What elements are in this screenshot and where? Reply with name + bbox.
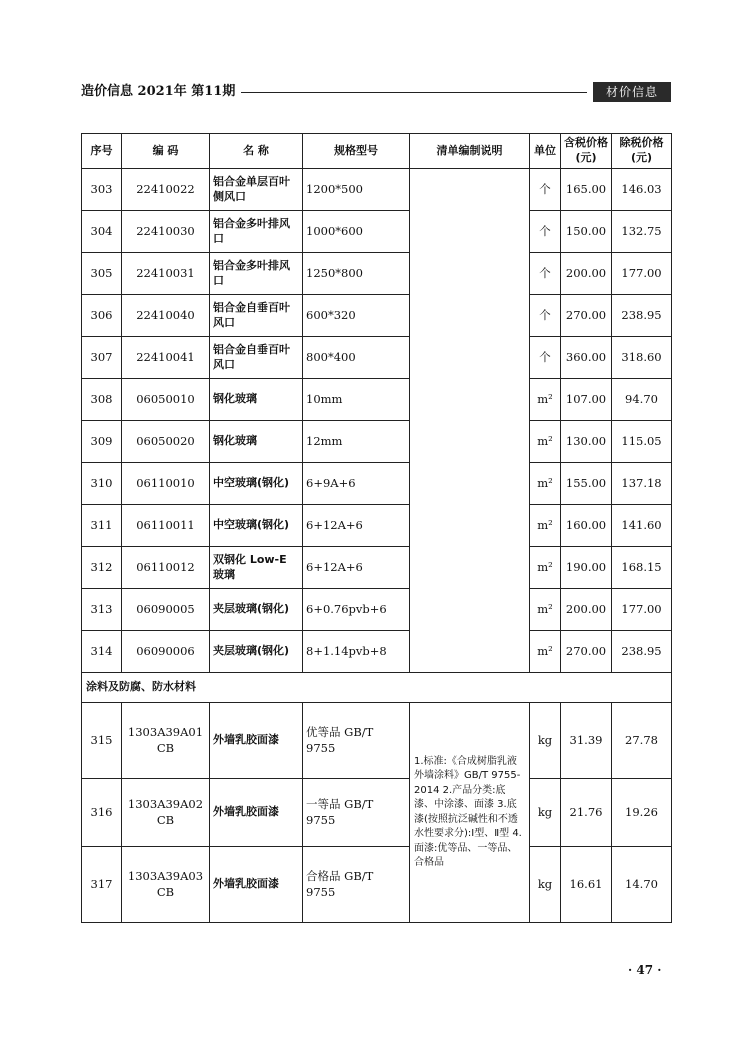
price-with-tax: 270.00	[561, 295, 612, 337]
price-with-tax: 16.61	[561, 847, 612, 923]
item-code: 1303A39A01 CB	[122, 703, 210, 779]
price-with-tax: 150.00	[561, 211, 612, 253]
item-code: 1303A39A03 CB	[122, 847, 210, 923]
col-header-notax-price: 除税价格(元)	[612, 134, 672, 169]
item-name: 铝合金单层百叶侧风口	[210, 169, 303, 211]
item-code: 06050020	[122, 421, 210, 463]
item-name: 中空玻璃(钢化)	[210, 463, 303, 505]
item-name: 中空玻璃(钢化)	[210, 505, 303, 547]
item-name: 铝合金多叶排风口	[210, 253, 303, 295]
item-code: 06090006	[122, 631, 210, 673]
price-with-tax: 155.00	[561, 463, 612, 505]
item-code: 06050010	[122, 379, 210, 421]
item-unit: kg	[530, 703, 561, 779]
section-badge: 材价信息	[593, 82, 671, 102]
item-spec: 一等品 GB/T 9755	[303, 779, 410, 847]
table-row	[82, 295, 672, 337]
price-without-tax: 146.03	[612, 169, 672, 211]
journal-title: 造价信息 2021年 第11期	[81, 84, 236, 99]
item-code: 06090005	[122, 589, 210, 631]
item-name: 铝合金多叶排风口	[210, 211, 303, 253]
table-row	[82, 211, 672, 253]
row-number: 312	[82, 547, 122, 589]
price-with-tax: 31.39	[561, 703, 612, 779]
item-unit: 个	[530, 295, 561, 337]
row-number: 305	[82, 253, 122, 295]
table-row	[82, 337, 672, 379]
row-number: 307	[82, 337, 122, 379]
col-header-desc: 清单编制说明	[410, 134, 530, 169]
item-name: 夹层玻璃(钢化)	[210, 631, 303, 673]
price-without-tax: 177.00	[612, 253, 672, 295]
item-code: 22410040	[122, 295, 210, 337]
table-row	[82, 421, 672, 463]
item-spec: 1000*600	[303, 211, 410, 253]
price-without-tax: 238.95	[612, 295, 672, 337]
item-unit: 个	[530, 169, 561, 211]
price-without-tax: 19.26	[612, 779, 672, 847]
price-with-tax: 130.00	[561, 421, 612, 463]
item-spec: 合格品 GB/T 9755	[303, 847, 410, 923]
table-row	[82, 847, 672, 923]
item-code: 22410030	[122, 211, 210, 253]
price-with-tax: 270.00	[561, 631, 612, 673]
price-without-tax: 318.60	[612, 337, 672, 379]
item-spec: 600*320	[303, 295, 410, 337]
col-header-code: 编 码	[122, 134, 210, 169]
table-row	[82, 169, 672, 211]
item-unit: m²	[530, 589, 561, 631]
col-header-name: 名 称	[210, 134, 303, 169]
item-unit: m²	[530, 421, 561, 463]
item-name: 铝合金自垂百叶风口	[210, 295, 303, 337]
table-row	[82, 631, 672, 673]
row-number: 306	[82, 295, 122, 337]
col-header-unit: 单位	[530, 134, 561, 169]
col-header-tax-price: 含税价格(元)	[561, 134, 612, 169]
table-row	[82, 463, 672, 505]
price-table	[81, 133, 672, 923]
header-row	[82, 134, 672, 169]
row-number: 310	[82, 463, 122, 505]
item-spec: 6+12A+6	[303, 547, 410, 589]
item-code: 22410022	[122, 169, 210, 211]
row-number: 303	[82, 169, 122, 211]
table-row	[82, 253, 672, 295]
item-spec: 1200*500	[303, 169, 410, 211]
item-spec: 12mm	[303, 421, 410, 463]
table-row	[82, 379, 672, 421]
col-header-spec: 规格型号	[303, 134, 410, 169]
price-without-tax: 115.05	[612, 421, 672, 463]
price-with-tax: 107.00	[561, 379, 612, 421]
price-with-tax: 165.00	[561, 169, 612, 211]
item-unit: kg	[530, 779, 561, 847]
item-code: 22410031	[122, 253, 210, 295]
item-description: 1.标准:《合成树脂乳液外墙涂料》GB/T 9755-2014 2.产品分类:底漆、中涂漆、面漆 3.底漆(按照抗泛碱性和不透水性要求分):Ⅰ型、Ⅱ型 4.面漆:优等品、一等品、合格品	[410, 703, 530, 923]
item-name: 外墙乳胶面漆	[210, 779, 303, 847]
item-unit: 个	[530, 253, 561, 295]
item-code: 06110010	[122, 463, 210, 505]
item-spec: 10mm	[303, 379, 410, 421]
item-code: 06110011	[122, 505, 210, 547]
item-code: 1303A39A02 CB	[122, 779, 210, 847]
item-code: 22410041	[122, 337, 210, 379]
price-with-tax: 360.00	[561, 337, 612, 379]
price-with-tax: 200.00	[561, 589, 612, 631]
item-unit: 个	[530, 211, 561, 253]
table-row	[82, 547, 672, 589]
item-name: 钢化玻璃	[210, 379, 303, 421]
price-with-tax: 21.76	[561, 779, 612, 847]
item-name: 铝合金自垂百叶风口	[210, 337, 303, 379]
price-without-tax: 94.70	[612, 379, 672, 421]
item-spec: 1250*800	[303, 253, 410, 295]
price-with-tax: 200.00	[561, 253, 612, 295]
table-row	[82, 505, 672, 547]
row-number: 316	[82, 779, 122, 847]
row-number: 317	[82, 847, 122, 923]
price-without-tax: 177.00	[612, 589, 672, 631]
row-number: 314	[82, 631, 122, 673]
row-number: 304	[82, 211, 122, 253]
item-spec: 6+0.76pvb+6	[303, 589, 410, 631]
item-spec: 8+1.14pvb+8	[303, 631, 410, 673]
item-unit: 个	[530, 337, 561, 379]
page-header	[81, 82, 671, 102]
item-spec: 6+9A+6	[303, 463, 410, 505]
item-spec: 6+12A+6	[303, 505, 410, 547]
item-unit: m²	[530, 631, 561, 673]
table-row	[82, 589, 672, 631]
item-name: 双钢化 Low-E 玻璃	[210, 547, 303, 589]
item-unit: m²	[530, 547, 561, 589]
row-number: 308	[82, 379, 122, 421]
price-without-tax: 132.75	[612, 211, 672, 253]
col-header-no: 序号	[82, 134, 122, 169]
price-without-tax: 238.95	[612, 631, 672, 673]
item-unit: kg	[530, 847, 561, 923]
item-spec: 优等品 GB/T 9755	[303, 703, 410, 779]
item-code: 06110012	[122, 547, 210, 589]
price-without-tax: 14.70	[612, 847, 672, 923]
row-number: 313	[82, 589, 122, 631]
item-name: 外墙乳胶面漆	[210, 703, 303, 779]
table-row	[82, 779, 672, 847]
row-number: 311	[82, 505, 122, 547]
price-without-tax: 137.18	[612, 463, 672, 505]
price-with-tax: 190.00	[561, 547, 612, 589]
price-without-tax: 168.15	[612, 547, 672, 589]
row-number: 309	[82, 421, 122, 463]
item-unit: m²	[530, 505, 561, 547]
table-row	[82, 703, 672, 779]
page-number: · 47 ·	[628, 963, 662, 977]
item-unit: m²	[530, 379, 561, 421]
item-unit: m²	[530, 463, 561, 505]
row-number: 315	[82, 703, 122, 779]
section-title: 涂料及防腐、防水材料	[82, 673, 672, 703]
item-name: 外墙乳胶面漆	[210, 847, 303, 923]
item-spec: 800*400	[303, 337, 410, 379]
item-description	[410, 169, 530, 673]
item-name: 夹层玻璃(钢化)	[210, 589, 303, 631]
price-with-tax: 160.00	[561, 505, 612, 547]
item-name: 钢化玻璃	[210, 421, 303, 463]
header-rule	[241, 92, 587, 93]
price-without-tax: 27.78	[612, 703, 672, 779]
section-row	[82, 673, 672, 703]
price-without-tax: 141.60	[612, 505, 672, 547]
